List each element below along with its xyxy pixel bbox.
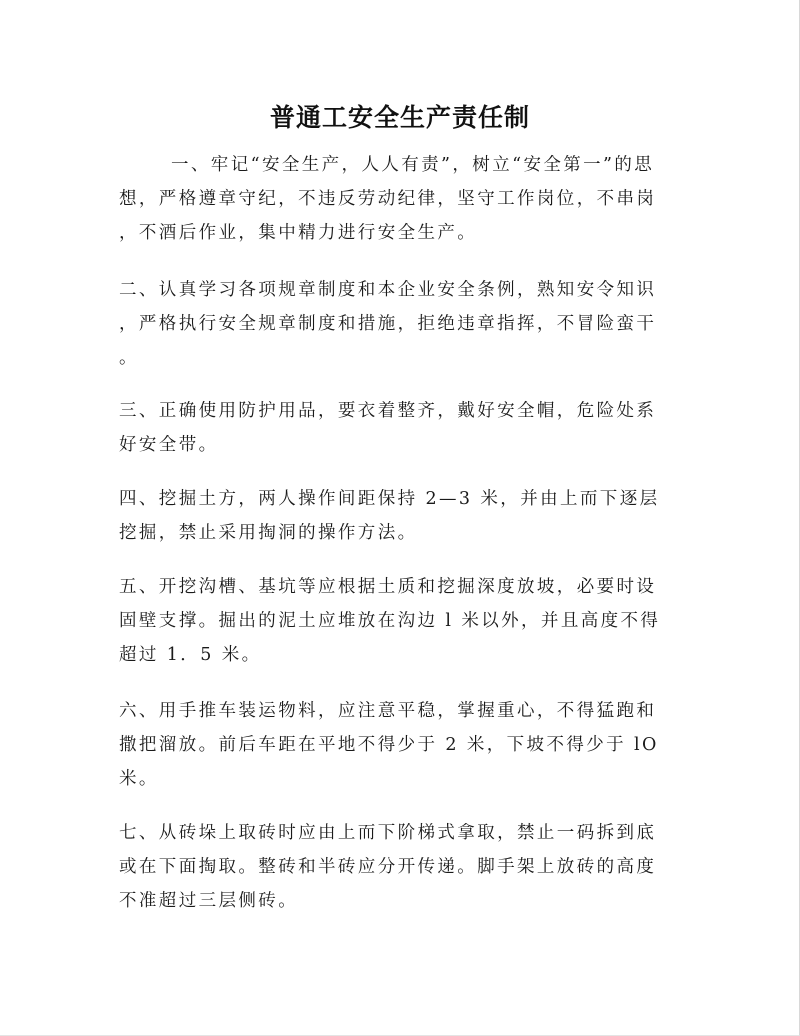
paragraph-2	[119, 273, 691, 375]
paragraph-line: 五、开挖沟槽、基坑等应根据土质和挖掘深度放坡，必要时设	[119, 577, 657, 597]
paragraph-line: 六、用手推车装运物料，应注意平稳，掌握重心，不得猛跑和	[119, 701, 657, 721]
paragraph-line: ，不酒后作业，集中精力进行安全生产。	[119, 223, 478, 243]
paragraph-line: 固壁支撑。掘出的泥土应堆放在沟边 l 米以外，并且高度不得	[119, 611, 661, 631]
paragraph-7	[119, 816, 691, 918]
paragraph-5	[119, 570, 691, 672]
paragraph-line: 三、正确使用防护用品，要衣着整齐，戴好安全帽，危险处系	[119, 401, 657, 421]
paragraph-line: 一、牢记“安全生产，人人有责”，树立“安全第一”的思	[171, 155, 655, 175]
paragraph-line: 米。	[119, 769, 159, 789]
paragraph-1	[119, 148, 691, 250]
paragraph-line: 四、挖掘土方，两人操作间距保持 2—3 米，并由上而下逐层	[119, 489, 660, 509]
paragraph-line: 不准超过三层侧砖。	[119, 891, 299, 911]
paragraph-line: ，严格执行安全规章制度和措施，拒绝违章指挥，不冒险蛮干	[119, 314, 657, 334]
paragraph-line: 挖掘，禁止采用掏洞的操作方法。	[119, 523, 418, 543]
paragraph-line: 想，严格遵章守纪，不违反劳动纪律，坚守工作岗位，不串岗	[119, 189, 657, 209]
paragraph-4	[119, 482, 691, 550]
paragraph-line: 或在下面掏取。整砖和半砖应分开传递。脚手架上放砖的高度	[119, 857, 657, 877]
paragraph-line: 超过 1．5 米。	[119, 645, 262, 665]
paragraph-3	[119, 394, 691, 462]
paragraph-6	[119, 694, 691, 796]
paragraph-line: 。	[119, 348, 139, 368]
document-title: 普通工安全生产责任制	[269, 103, 530, 132]
paragraph-line: 好安全带。	[119, 435, 219, 455]
paragraph-line: 撒把溜放。前后车距在平地不得少于 2 米，下坡不得少于 lO	[119, 735, 659, 755]
paragraph-line: 二、认真学习各项规章制度和本企业安全条例，熟知安令知识	[119, 280, 657, 300]
paragraph-line: 七、从砖垛上取砖时应由上而下阶梯式拿取，禁止一码拆到底	[119, 823, 657, 843]
